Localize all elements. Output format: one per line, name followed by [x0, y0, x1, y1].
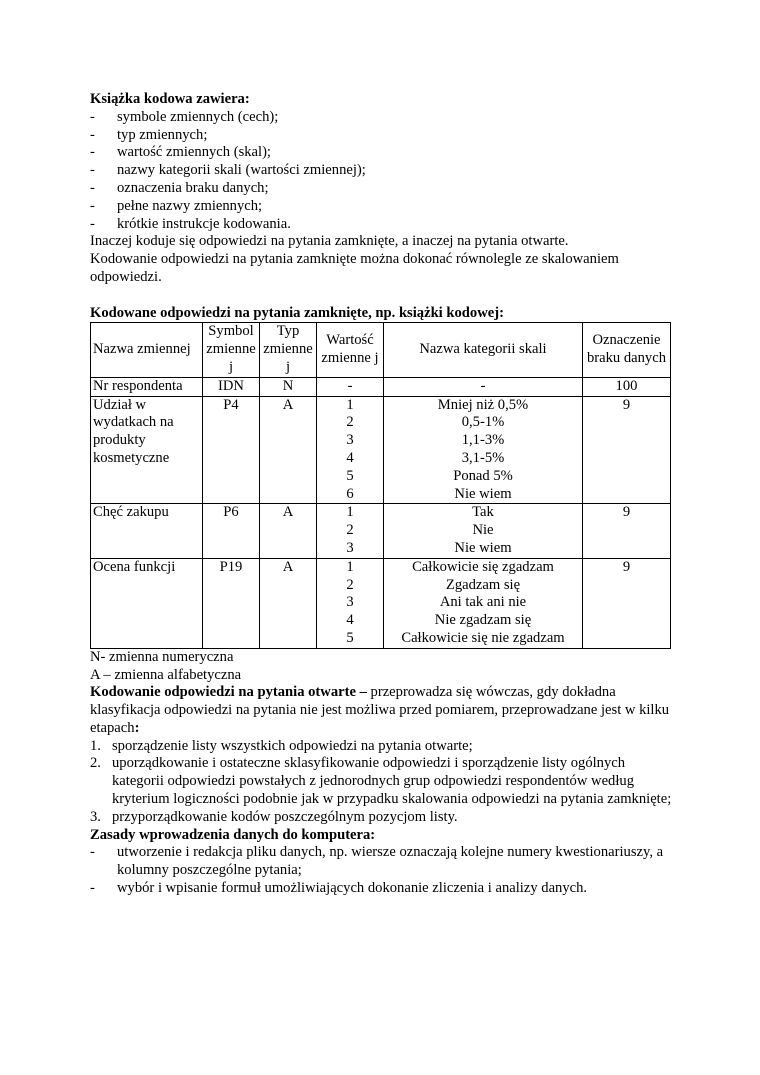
list-item: - oznaczenia braku danych; — [90, 179, 269, 196]
header-name: Nazwa zmiennej — [91, 323, 203, 377]
list-item: - wartość zmiennych (skal); — [90, 144, 271, 161]
table-row: Ocena funkcji P19 A 1 2 3 4 5 Całkowicie się zgadzam Zgadzam się Ani tak ani nie Nie zgadzam się Całkowicie się nie zgadzam 9 — [91, 558, 671, 648]
header-type: Typ zmienne j — [260, 323, 317, 377]
table-row: Chęć zakupu P6 A 1 2 3 Tak Nie Nie wiem 9 — [91, 504, 671, 558]
paragraph-closed-coding: Kodowanie odpowiedzi na pytania zamknięte można dokonać równolegle ze skalowaniem odpowiedzi. — [90, 251, 619, 285]
paragraph-coding-difference: Inaczej koduje się odpowiedzi na pytania zamknięte, a inaczej na pytania otwarte. — [90, 233, 569, 250]
table-header-row — [91, 323, 671, 377]
table-title: Kodowane odpowiedzi na pytania zamknięte, np. książki kodowej: — [90, 304, 504, 321]
list-item: - wybór i wpisanie formuł umożliwiających dokonanie zliczenia i analizy danych. — [90, 880, 588, 897]
open-coding-paragraph: Kodowanie odpowiedzi na pytania otwarte – przeprowadza się wówczas, gdy dokładna klasyfikacja odpowiedzi na pytania nie jest możliwa przed pomiarem, przeprowadzane jest w kilku etapach: — [90, 684, 670, 736]
list-item: - symbole zmiennych (cech); — [90, 108, 279, 125]
codebook-title: Książka kodowa zawiera: — [90, 91, 250, 107]
header-category: Nazwa kategorii skali — [384, 323, 583, 377]
open-coding-title: Kodowanie odpowiedzi na pytania otwarte – — [90, 684, 367, 701]
list-item: 1. sporządzenie listy wszystkich odpowiedzi na pytania otwarte; — [90, 737, 473, 754]
entry-list — [90, 844, 680, 897]
header-missing: Oznaczenie braku danych — [583, 323, 671, 377]
legend-alphabetic: A – zmienna alfabetyczna — [90, 666, 242, 683]
list-item: - pełne nazwy zmiennych; — [90, 197, 263, 214]
header-symbol: Symbol zmienne j — [203, 323, 260, 377]
header-value: Wartość zmienne j — [317, 323, 384, 377]
legend-numeric: N- zmienna numeryczna — [90, 648, 234, 665]
list-item: - krótkie instrukcje kodowania. — [90, 215, 291, 232]
list-item: - nazwy kategorii skali (wartości zmiennej); — [90, 162, 366, 179]
list-item: 2. uporządkowanie i ostateczne sklasyfikowanie odpowiedzi i sporządzenie listy ogólnych kategorii odpowiedzi powstałych z jednorodnych grup odpowiedzi respondentów według kryterium logiczności podobnie jak w przypadku skalowania odpowiedzi na pytania zamknięte; — [90, 755, 672, 808]
list-item: 3. przyporządkowanie kodów poszczególnym pozycjom listy. — [90, 808, 458, 825]
list-item: - typ zmiennych; — [90, 126, 208, 143]
entry-title: Zasady wprowadzenia danych do komputera: — [90, 826, 376, 843]
codebook-table — [90, 322, 671, 648]
document-page — [90, 91, 680, 898]
list-item: - utworzenie i redakcja pliku danych, np. wiersze oznaczają kolejne numery kwestionariuszy, a kolumny poszczególne pytania; — [90, 844, 664, 879]
table-row: Udział w wydatkach na produkty kosmetyczne P4 A 1 2 3 4 5 6 Mniej niż 0,5% 0,5-1% 1,1-3% 3,1-5% Ponad 5% Nie wiem 9 — [91, 396, 671, 504]
open-coding-steps — [90, 738, 680, 827]
codebook-list — [90, 109, 680, 234]
table-row: Nr respondenta IDN N - - 100 — [91, 377, 671, 396]
